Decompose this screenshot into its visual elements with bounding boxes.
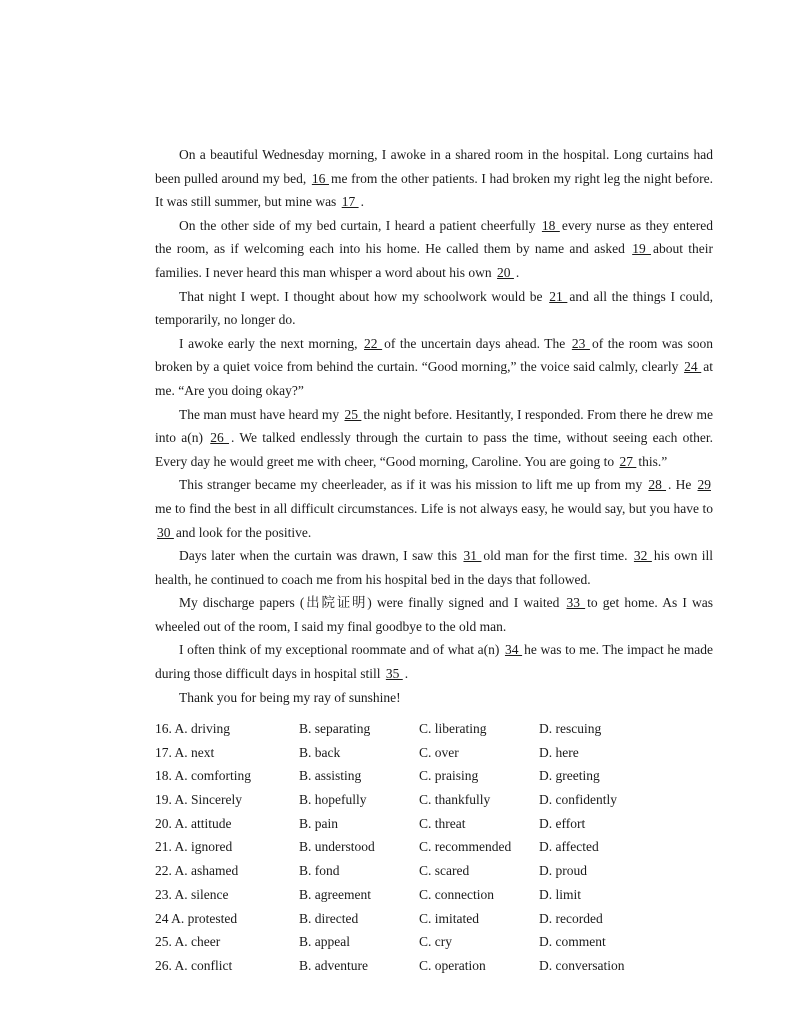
option-b: B. appeal (299, 934, 350, 950)
blank-number: 31 (463, 548, 482, 564)
passage-text: he was to me. The impact he made during those difficult days in hospital still (155, 642, 713, 682)
passage-text: . (515, 264, 520, 280)
option-d: D. affected (539, 839, 599, 855)
passage-text: . We talked endlessly through the curtain to pass the time, without seeing each other. Every day he would greet me with cheer, “Good morning, Caroline. You are going to (155, 430, 713, 469)
blank-number: 29 (697, 477, 711, 493)
option-d: D. effort (539, 815, 586, 831)
passage-text: I awoke early the next morning, (179, 335, 363, 351)
passage-text: at me. “Are you doing okay?” (155, 359, 713, 398)
passage-text: and look for the positive. (175, 524, 312, 540)
option-b: B. separating (299, 721, 371, 736)
passage-paragraph (155, 285, 713, 332)
option-b: B. hopefully (299, 792, 367, 808)
option-a: 18. A. comforting (155, 768, 251, 784)
passage-text: old man for the first time. (483, 548, 632, 564)
question-options-row (155, 764, 713, 788)
option-c: C. scared (419, 863, 470, 879)
passage-text: his own ill health, he continued to coach me from his hospital bed in the days that followed. (155, 548, 714, 587)
passage-text: That night I wept. I thought about how my schoolwork would be (179, 288, 548, 304)
option-a: 24 A. protested (155, 910, 238, 926)
option-d: D. greeting (539, 768, 600, 784)
option-d: D. proud (539, 863, 587, 879)
question-options-row (155, 741, 713, 765)
blank-number: 21 (549, 288, 568, 304)
option-c: C. over (419, 744, 459, 760)
option-a: 21. A. ignored (155, 839, 233, 855)
blank-number: 33 (566, 595, 586, 611)
option-d: D. conversation (539, 957, 625, 973)
blank-number: 25 (344, 406, 362, 422)
passage-text: me from the other patients. I had broken my right leg the night before. It was still summer, but mine was (155, 170, 714, 210)
passage (155, 143, 713, 709)
blank-number: 30 (157, 524, 174, 540)
passage-paragraph (155, 403, 713, 474)
option-d: D. limit (539, 886, 582, 902)
option-b: B. understood (299, 839, 375, 855)
passage-text: On a beautiful Wednesday morning, I awoke in a shared room in the hospital. Long curtains had been pulled around my bed, (155, 147, 713, 186)
passage-text: every nurse as they entered the room, as if welcoming each into his home. He called them by name and asked (155, 217, 713, 257)
option-c: C. cry (419, 934, 452, 950)
question-options-row (155, 717, 713, 741)
option-a: 26. A. conflict (155, 957, 233, 973)
option-c: C. imitated (419, 910, 479, 926)
blank-number: 16 (311, 170, 329, 186)
passage-text: . He (668, 477, 696, 493)
option-b: B. directed (299, 910, 359, 926)
passage-paragraph (155, 544, 713, 591)
blank-number: 34 (504, 642, 523, 658)
option-b: B. back (299, 744, 341, 760)
blank-number: 23 (571, 335, 590, 351)
option-d: D. comment (539, 934, 606, 950)
option-b: B. agreement (299, 886, 371, 902)
option-c: C. operation (419, 957, 486, 973)
passage-paragraph (155, 686, 713, 710)
passage-text: My discharge papers (出院证明) were finally signed and I waited (179, 595, 565, 611)
option-a: 22. A. ashamed (155, 863, 239, 879)
option-c: C. recommended (419, 839, 512, 855)
passage-paragraph (155, 143, 713, 214)
option-b: B. assisting (299, 768, 362, 784)
blank-number: 24 (684, 359, 702, 375)
option-c: C. thankfully (419, 792, 491, 808)
passage-text: On the other side of my bed curtain, I heard a patient cheerfully (179, 217, 540, 233)
option-d: D. recorded (539, 910, 603, 926)
passage-text: this.” (638, 453, 668, 469)
option-b: B. adventure (299, 957, 368, 973)
passage-text: of the uncertain days ahead. The (384, 335, 570, 351)
option-d: D. confidently (539, 792, 617, 808)
question-options-row (155, 907, 713, 931)
option-a: 25. A. cheer (155, 934, 221, 950)
passage-paragraph (155, 591, 713, 638)
passage-text: . (404, 666, 409, 682)
blank-number: 19 (632, 241, 651, 257)
passage-text: the night before. Hesitantly, I responded. From there he drew me into a(n) (155, 406, 714, 446)
question-options-row (155, 835, 713, 859)
question-options-row (155, 930, 713, 954)
question-options-row (155, 859, 713, 883)
option-a: 23. A. silence (155, 886, 229, 902)
passage-text: I often think of my exceptional roommate and of what a(n) (179, 642, 503, 658)
question-options-row (155, 788, 713, 812)
passage-text: Days later when the curtain was drawn, I saw this (179, 548, 462, 564)
blank-number: 20 (497, 264, 514, 280)
option-a: 20. A. attitude (155, 815, 232, 831)
passage-text: Thank you for being my ray of sunshine! (179, 689, 401, 705)
option-d: D. rescuing (539, 721, 602, 736)
passage-paragraph (155, 214, 713, 285)
option-c: C. threat (419, 815, 466, 831)
question-options-row (155, 883, 713, 907)
blank-number: 18 (541, 217, 560, 233)
passage-text: . (360, 194, 364, 210)
blank-number: 22 (364, 335, 383, 351)
option-c: C. connection (419, 886, 494, 902)
answer-options (155, 717, 713, 978)
passage-text: me to find the best in all difficult circumstances. Life is not always easy, he would say, but you have to (155, 500, 713, 516)
option-c: C. liberating (419, 721, 487, 736)
option-b: B. pain (299, 815, 338, 831)
question-options-row (155, 812, 713, 836)
passage-text: and all the things I could, temporarily, no longer do. (155, 288, 713, 328)
passage-paragraph (155, 332, 713, 403)
blank-number: 17 (341, 194, 359, 210)
blank-number: 26 (210, 430, 230, 446)
passage-paragraph (155, 473, 713, 544)
option-d: D. here (539, 744, 579, 760)
option-b: B. fond (299, 863, 340, 879)
blank-number: 28 (648, 477, 667, 493)
passage-paragraph (155, 638, 713, 685)
blank-number: 27 (619, 453, 637, 469)
passage-text: This stranger became my cheerleader, as if it was his mission to lift me up from my (179, 477, 647, 493)
option-a: 19. A. Sincerely (155, 792, 242, 808)
option-c: C. praising (419, 768, 479, 784)
question-options-row (155, 954, 713, 978)
passage-text: of the room was soon broken by a quiet voice from behind the curtain. “Good morning,” the voice said calmly, clearly (155, 335, 713, 375)
blank-number: 35 (385, 666, 403, 682)
option-a: 16. A. driving (155, 721, 231, 736)
passage-text: The man must have heard my (179, 406, 343, 422)
blank-number: 32 (633, 548, 652, 564)
passage-text: about their families. I never heard this man whisper a word about his own (155, 241, 714, 280)
passage-text: to get home. As I was wheeled out of the room, I said my final goodbye to the old man. (155, 595, 713, 634)
option-a: 17. A. next (155, 744, 215, 760)
